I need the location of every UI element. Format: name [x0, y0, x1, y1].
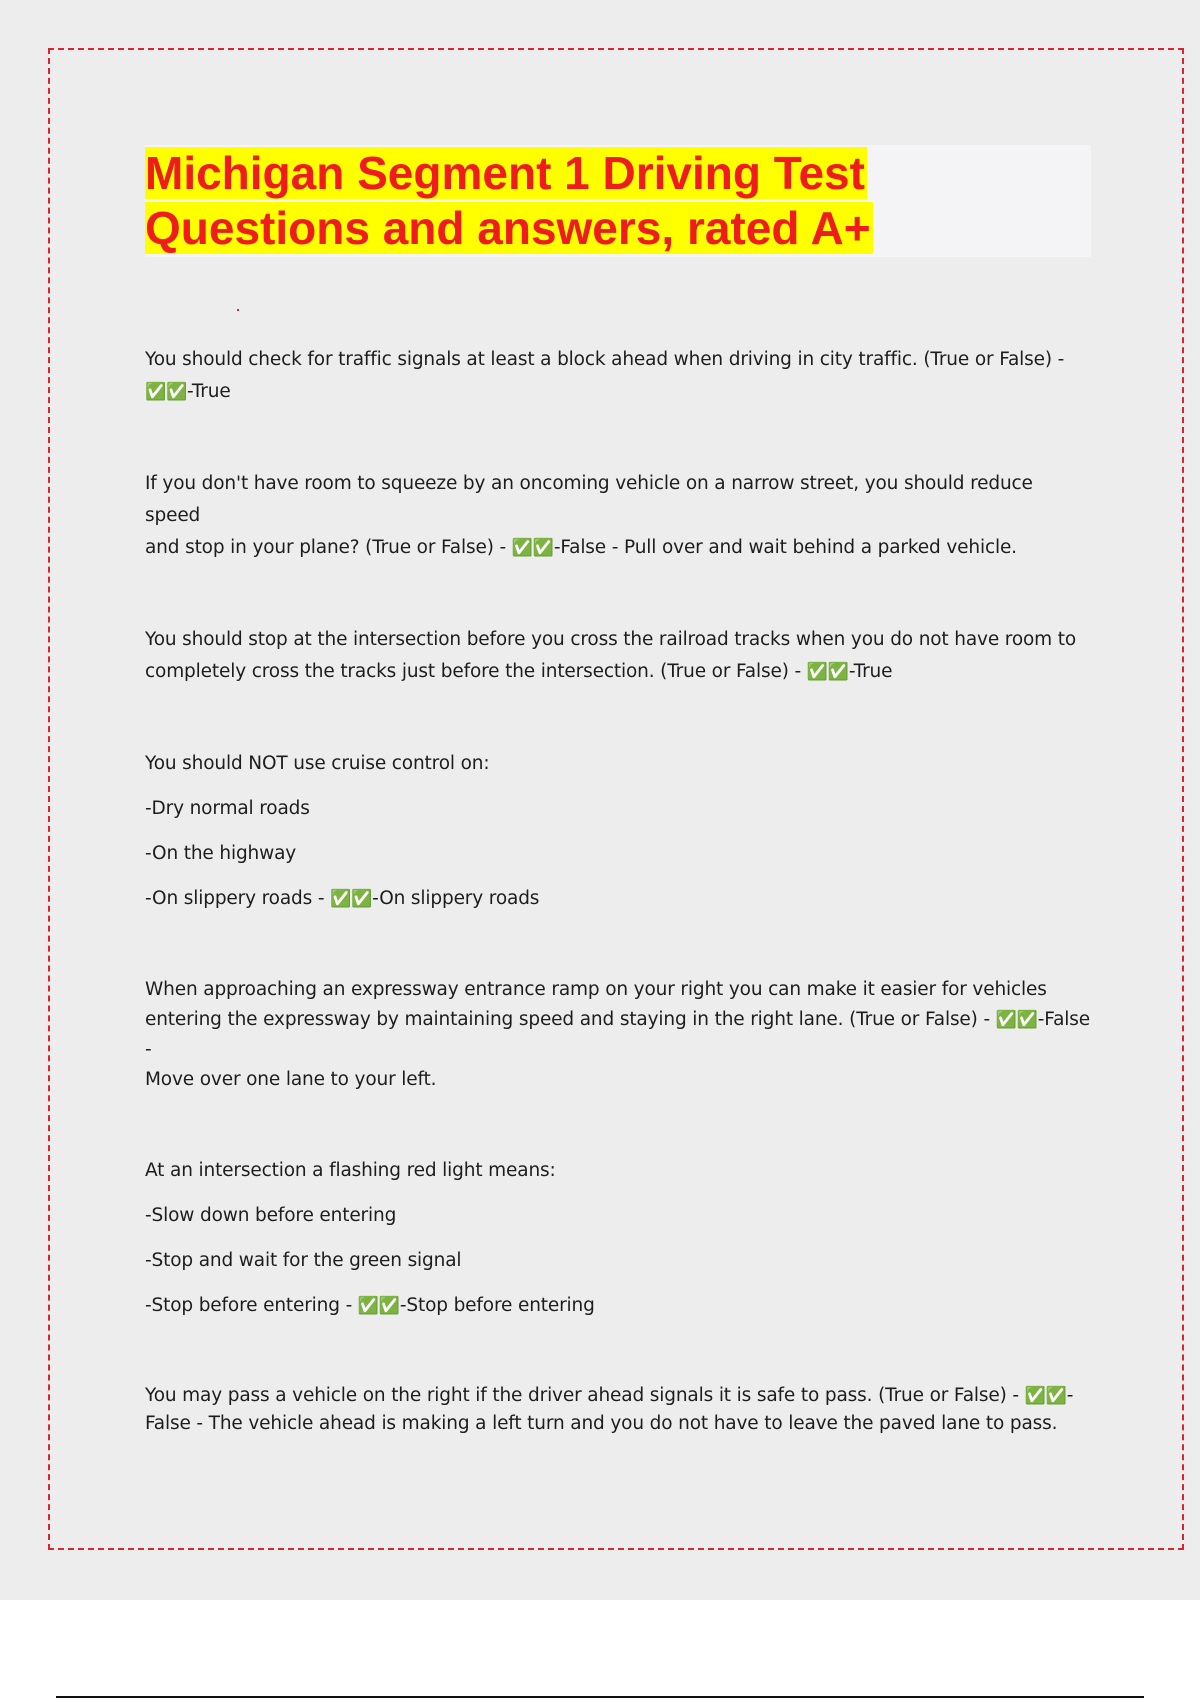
question-text: If you don't have room to squeeze by an oncoming vehicle on a narrow street, you should reduce speed and stop in your plane? (True or False) - ✅✅-False - Pull over and wait behind a parked vehicle.: [145, 473, 1033, 558]
answer-text: -On slippery roads: [372, 888, 540, 909]
double-check-icon: ✅✅: [511, 538, 554, 558]
title-line-2: Questions and answers, rated A+: [145, 202, 871, 254]
stray-mark: [237, 309, 239, 311]
option-item: -Stop before entering - ✅✅-Stop before entering: [145, 1295, 595, 1316]
double-check-icon: ✅✅: [995, 1010, 1038, 1030]
document-title: [145, 146, 873, 256]
double-check-icon: ✅✅: [145, 382, 188, 402]
answer-text: False - The vehicle ahead is making a left turn and you do not have to leave the paved lane to pass.: [145, 1413, 1058, 1434]
question-text: At an intersection a flashing red light means:: [145, 1160, 556, 1181]
question-text: When approaching an expressway entrance ramp on your right you can make it easier for vehicles entering the expressway by maintaining speed and staying in the right lane. (True or False) - ✅✅-False - Move over one lane to your left.: [145, 979, 1090, 1090]
double-check-icon: ✅✅: [330, 889, 373, 909]
option-item: -Slow down before entering: [145, 1205, 397, 1226]
answer-text: -True: [848, 661, 893, 682]
double-check-icon: ✅✅: [806, 662, 849, 682]
question-5: [145, 975, 1090, 1095]
option-item: -On the highway: [145, 843, 297, 864]
answer-text: -False -: [145, 1009, 1090, 1060]
title-line-1: Michigan Segment 1 Driving Test: [145, 147, 865, 199]
option-item: -On slippery roads - ✅✅-On slippery roads: [145, 888, 540, 909]
question-3: [145, 624, 1090, 688]
answer-text: -Stop before entering: [399, 1295, 595, 1316]
option-item: -Dry normal roads: [145, 798, 310, 819]
double-check-icon: ✅✅: [1024, 1386, 1067, 1406]
question-4: [145, 748, 1090, 915]
question-7: [145, 1382, 1090, 1438]
question-1: [145, 344, 1090, 408]
question-6: [145, 1155, 1090, 1322]
footer-divider: [56, 1696, 1144, 1698]
answer-text: -False - Pull over and wait behind a parked vehicle.: [553, 537, 1017, 558]
question-text: You should NOT use cruise control on:: [145, 753, 490, 774]
document-body: [145, 344, 1090, 1498]
question-text: You may pass a vehicle on the right if the driver ahead signals it is safe to pass. (True or False) - ✅✅- False - The vehicle ahead is making a left turn and you do not have to leave the paved lane to pass.: [145, 1385, 1074, 1434]
question-text: You should check for traffic signals at least a block ahead when driving in city traffic. (True or False) - ✅✅-True: [145, 349, 1065, 402]
option-item: -Stop and wait for the green signal: [145, 1250, 462, 1271]
question-text: You should stop at the intersection before you cross the railroad tracks when you do not have room to completely cross the tracks just before the intersection. (True or False) - ✅✅-True: [145, 629, 1077, 682]
answer-text: -True: [187, 381, 231, 402]
double-check-icon: ✅✅: [357, 1296, 400, 1316]
question-2: [145, 468, 1090, 564]
